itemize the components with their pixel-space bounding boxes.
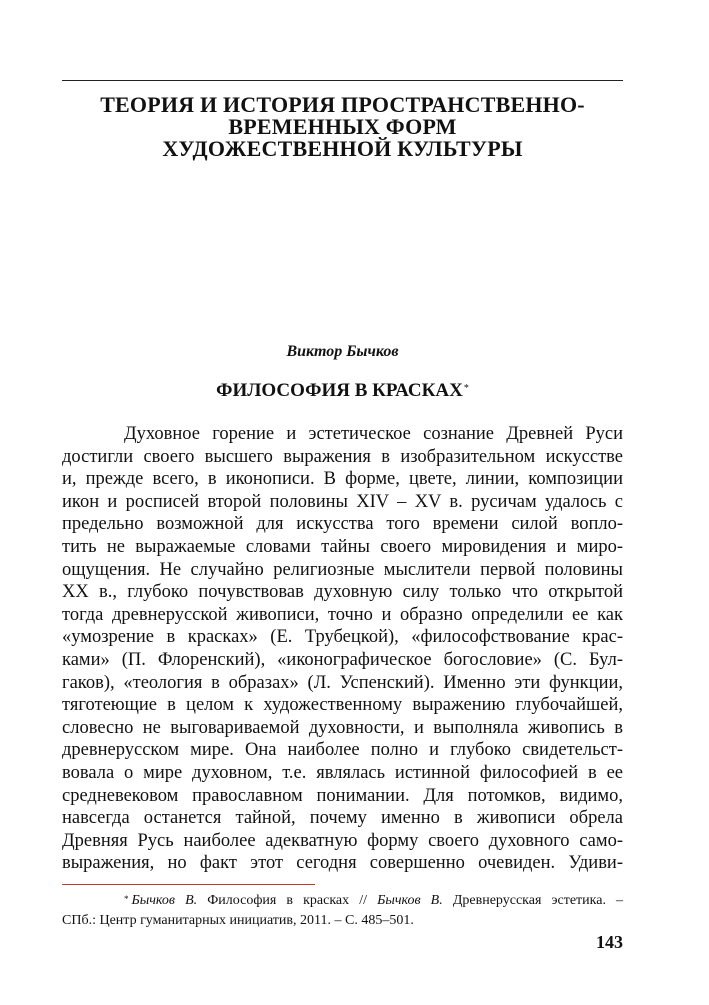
body-line: выражения, но факт этот сегодня совершенно очевиден. Удиви- (62, 853, 623, 874)
body-line: древнерусском мире. Она наиболее полно и глубоко свидетельст- (62, 740, 623, 761)
body-line: словесно не выговариваемой духовности, и выполняла живопись в (62, 717, 623, 738)
body-line: Духовное горение и эстетическое сознание Древней Руси (124, 424, 623, 444)
body-line: навсегда останется тайной, почему именно в живописи обрела (62, 808, 623, 829)
section-title-line: ХУДОЖЕСТВЕННОЙ КУЛЬТУРЫ (162, 136, 523, 161)
body-line: вовала о мире духовном, т.е. являлась истинной философией в ее (62, 762, 623, 783)
body-line: ощущения. Не случайно религиозные мыслители первой половины (62, 559, 623, 580)
body-line: «умозрение в красках» (Е. Трубецкой), «философствование крас- (62, 627, 623, 648)
footnote-line: СПб.: Центр гуманитарных инициатив, 2011. – С. 485–501. (62, 913, 414, 928)
body-line: XX в., глубоко почувствовав духовную силу только что открытой (62, 582, 623, 603)
body-line: тяготеющие в целом к художественному выражению глубочайшей, (62, 695, 623, 716)
article-body (62, 423, 623, 875)
footnote-text: Древнерусская эстетика. – (442, 893, 624, 908)
body-line: ками» (П. Флоренский), «иконографическое богословие» (С. Бул- (62, 649, 623, 670)
body-line: Древняя Русь наиболее адекватную форму своего духовного само- (62, 830, 623, 851)
body-line: гаков), «теология в образах» (Л. Успенский). Именно эти функции, (62, 672, 623, 693)
body-line: предельно возможной для искусства того времени силой вопло- (62, 514, 623, 535)
footnote-separator (62, 884, 315, 885)
footnote-text: Философия в красках // (197, 893, 378, 908)
header-rule (62, 80, 623, 81)
body-line: достигли своего высшего выражения в изобразительном искусстве (62, 446, 623, 467)
body-line: тить не выражаемые словами тайны своего мировидения и миро- (62, 536, 623, 557)
article-title-text: ФИЛОСОФИЯ В КРАСКАХ (216, 380, 463, 401)
footnote-author: Бычков В. (377, 893, 443, 908)
footnote (62, 891, 623, 931)
body-line: и, прежде всего, в иконописи. В форме, цвете, линии, композиции (62, 469, 623, 490)
body-line: тогда древнерусской живописи, точно и образно определили ее как (62, 604, 623, 625)
body-line: икон и росписей второй половины XIV – XV в. русичам удалось с (62, 491, 623, 512)
section-title (62, 94, 623, 160)
article-author: Виктор Бычков (286, 343, 399, 360)
footnote-line (62, 891, 623, 911)
footnote-author: Бычков В. (131, 893, 198, 908)
footnote-marker: * (463, 383, 469, 394)
article-title (62, 380, 623, 402)
body-line: средневековом православном понимании. Для потомков, видимо, (62, 785, 623, 806)
footnote-mark: * (124, 894, 129, 904)
page-number: 143 (596, 932, 623, 952)
section-title-line: ТЕОРИЯ И ИСТОРИЯ ПРОСТРАНСТВЕННО- (100, 92, 585, 117)
section-title-line: ВРЕМЕННЫХ ФОРМ (228, 114, 457, 139)
